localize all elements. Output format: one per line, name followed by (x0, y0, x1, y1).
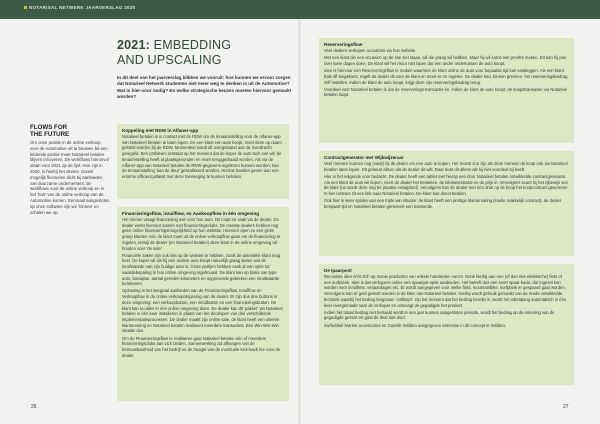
title-rest: EMBEDDING (153, 38, 232, 52)
sidebar-text: Om onze positie in de online verkoop voor de Automotive uit te bouwen bit een leidende positie moet Notarieel betalen blijven innoveren. De workflows hieronvol staan voor 2021 op de lijst. Hoe zijn in 2020, is hierbij het devies: zoveel mogelijk flexmelen dicht bij aanbieden van duurzame ondernemers: de workflows voor de online verkoop en in het 'hart' van de online verkoop van de Automotive komen. Eenmaal aangesloten op onze software zijn we 'binnen' en schalen we op. (30, 140, 110, 215)
box-reservation-p2: Met een klant die een occasion op de site ziet staan, wil die graag wil hebben. Maar hij wil soms niet proefrit maken. Dit kan hij pas over twee dagen doen. De klant wil het risico niet lopen dat een ander ondertussen de auto koopt. (324, 55, 567, 66)
box-savings-pot-p2: Indien het totaal bedrag niet behaald wordt in een jaar kunnen aangesloten periode, wordt het bedrag op de rekening van de gegadigde gestort en gaat de deal niet door. (324, 309, 555, 321)
box-financing-p2: Financiële zaken zijn ook niet op de website te hebben, zoals de potentiële klant mag heel. De koper wil als hij een andere auto koopt natuurlijk graag weten wat de inruilwaarde van zijn huidige auto is. Grote partijen hebben vaak al een optie tot waardebepaling in hun online omgeving ingebouwd. De klant kan op basis van type auto, bouwjaar, aantal gereden kilometers en opgevoerde gebreken een inruilwaarde berekenen. (122, 252, 281, 287)
box-reservation-text (324, 48, 569, 98)
sidebar-title-line-2: THE FUTURE (30, 131, 70, 138)
page-number-right: 27 (563, 404, 569, 410)
box-savings-pot-p3: Surfwinkel Marine accessoires en Gazelle hebben aangegeven interesse in dit concept te hebben. (324, 322, 507, 328)
sidebar (30, 124, 110, 215)
box-contract-generator-text (324, 161, 569, 210)
box-contract-generator-title: Contractgenerator met Wijkwijzeraar (324, 155, 404, 160)
box-savings-pot-title: De Ipaarpost (324, 268, 352, 273)
box-savings-pot-p1: Recentste idee richt zich op mooie producten van enkele honderden euro's. Denk hierbij aan een (of dan niet elektrische) fiets of een surfplank. Idee is dat verkopers online een spaarpot-optie aanbieden. Het betreft dus een soort spaar-kado, dat ingezet kan worden voor inruilfiets, verjaardagen etc. Er wordt aangegeven voor welke fiets, mountainbike, surfplank er gespaard gaat worden. Vervolgens kan er geld gestort worden in de klein van Notarieel betalen. Hierbij wordt gebruik gemaakt van de reeds ontwikkelde techniek waarbij het bedrag langzaam 'vollloopt'. Op het moment dat het bedrag bereikt is, wordt het inbetalung automatisch in één keer overgemaakt naar de verkoper en ontvangt de gegadigde het product. (324, 274, 567, 308)
intro-text: In dit deel van het jaarverslag blikken we vooruit: hoe kunnen we ervoor zorgen dat Notarieel Netwerk studenten niet meer weg te denken is uit de Automotive? Wat is hier-voor nodig? En welke strategische keuzes moeten hiervoor gemaakt worden? (117, 75, 292, 99)
box-financing-text (122, 217, 284, 358)
box-contract-generator (319, 151, 574, 256)
sidebar-title-line-1: FLOWS FOR (30, 124, 68, 131)
title-line-1 (117, 38, 297, 52)
page-gutter (298, 19, 301, 424)
box-reservation-title: Reserveringsflow (324, 42, 363, 47)
title-prefix: 2021: (117, 38, 150, 52)
box-reservation (319, 38, 574, 143)
box-contract-generator-p3: Ook hier is weer sprake van een triple win situatie: de klant heeft een prettige klantervaring (snelle makkelijk contract), de dealer bespaart tijd en Notarieel betalen genereert een transactie. (324, 198, 562, 209)
box-financing-p4: Om de Financieringsflow te realiseren gaat Notarieel betalen één of meerdere financieringsclubs aan zich binden. Samenwerking zal afhangen van de betrouwbaarheid van het bedrijf en de hoogte van de eventuele kick-back fee voor de dealer. (122, 335, 281, 358)
box-rdw-text: Notarieel betalen is in contact met de RDW om de tenaamstelling voor de Alfaner-app van Notarieel betalen te laten lopen. En een klant een auto koopt, moet deze op naam gesteld worden bij de RDW. Momenteel wordt dit overgelaand aan de overdracht geregeld. Een probleem ontstaat op het moment dat de koper de auto toch niet wil: de tenaamstelling heeft al plaatsgevonden en moet teruggedraaid worden. Als via de Alfaner-app van Notarieel betalen de RDW-gegevens ingelezen kunnen worden, kan de tenaamstelling 'aan de deur' gerealiseerd worden. Hiertoe banden geven aan een enorme efficiencyslasst met deze toevoeging te kunnen behalen. (122, 134, 282, 179)
box-contract-generator-p2: Hier is het volgende voor bedacht. De dealer heeft een tablet met hierop een door Notarieel betalen ontwikkelde contractgenerator. Als een klant de auto wil kopen, voert de dealer het kenteken, de kilometerstand en de prijs in. Vervolgens scant hij het rijbewijs van de klant (na wordt deze nog ter plaatse verwijderd). Vervolgens kan de dealer met één druk op de knop het koopcontract genereren. In het contract zit een link naar Notarieel betalen. De klant kan direct betalen. (324, 173, 569, 197)
box-financing-p3: Oplossing is het integraal aanbieden van de Financieringsflow, Inruilflow en Verkoopflow in de online verkoopomgeving van de dealer. Er zijn dus drie buttons in deze omgeving: een verkoopbutton, een inruilbutton en een financieringsbutton. De klant kan nu alles in één online omgeving doen. De dealer kan dit 'pakket' via Notarieel betalen in één keer installeren in plaats van het doorlopen van drie verschillende implementatieprocessen. De dealer maakt zijn online sale, de klant heeft een ultieme klantervaring en Notarieel betalen realiseert meerdere transacties. Een Win-Win-Win situatie dus. (122, 288, 283, 334)
header-marker (24, 6, 27, 9)
box-reservation-p3: Idee is hiervoor een Reserveringsflow te maken waarmee de klant online de auto voor bepaalde tijd kan vastleggen. Als een klant bals off langskomt, regelt de dealer dit voor de klant en moet ze zo regelen. De dealer kan, binnen grenzen, het reserveringsbedrag zelf instellen. Indien de klant de auto koopt, krijgt deze zijn reserveringsbedrag terug. (324, 68, 568, 85)
box-savings-pot (319, 264, 574, 385)
box-reservation-p4: Voordeel voor Notarieel betalen is dat de reserverings-transactie én, indien de klant de auto koopt, de koopstransactie via Notarieel betalen loopt. (324, 86, 568, 98)
header-title: NOTARISAL NETWERK JAARVERSLAG 2020 (29, 5, 136, 10)
box-financing-title: Financieringsflow, inruilflow, en Aankoopflow in één omgeving (122, 211, 260, 216)
page-title (117, 38, 297, 67)
box-financing (117, 207, 289, 401)
box-rdw-title: Koppeling met RDW in Alfaner-app (122, 128, 199, 133)
box-financing-p1: Het menen vraagt financiering aan voor hun auto. Dit loopt nu vaak via de dealer. De dealer werkt hiervoor samen met financieringsclubs. De meeste dealers hebben nog geen online financieringsmogelijkheid op hun website. Hiervoor open ze een grote groep klanten mis; de klant moet uit de online verkoopflow gaan om de financiering te regelen, terwijl de dealer (en Notarieel betalen) deze klant in de online omgeving wil houden voor 'de sale'. (122, 217, 281, 251)
box-rdw (117, 124, 289, 199)
box-reservation-p1: Veel dealers verkopen occasions via hun website. (324, 48, 417, 53)
box-savings-pot-text (324, 274, 569, 328)
box-contract-generator-p1: Veel mensen kunnen nog (vaak) bij de dealer om een auto te kopen. Het moest zou zijn als deze mensen de koop ook via Notarieel betalen laten lopen. Dit gebeurt alleen als de dealer dit wilt. Daar doet dit alleen als hij hier voordeel bij heeft. (324, 161, 568, 172)
header-bar (0, 0, 600, 19)
title-line-2: AND UPSCALING (117, 53, 222, 67)
page-number-left: 26 (31, 404, 37, 410)
sidebar-title (30, 124, 110, 138)
